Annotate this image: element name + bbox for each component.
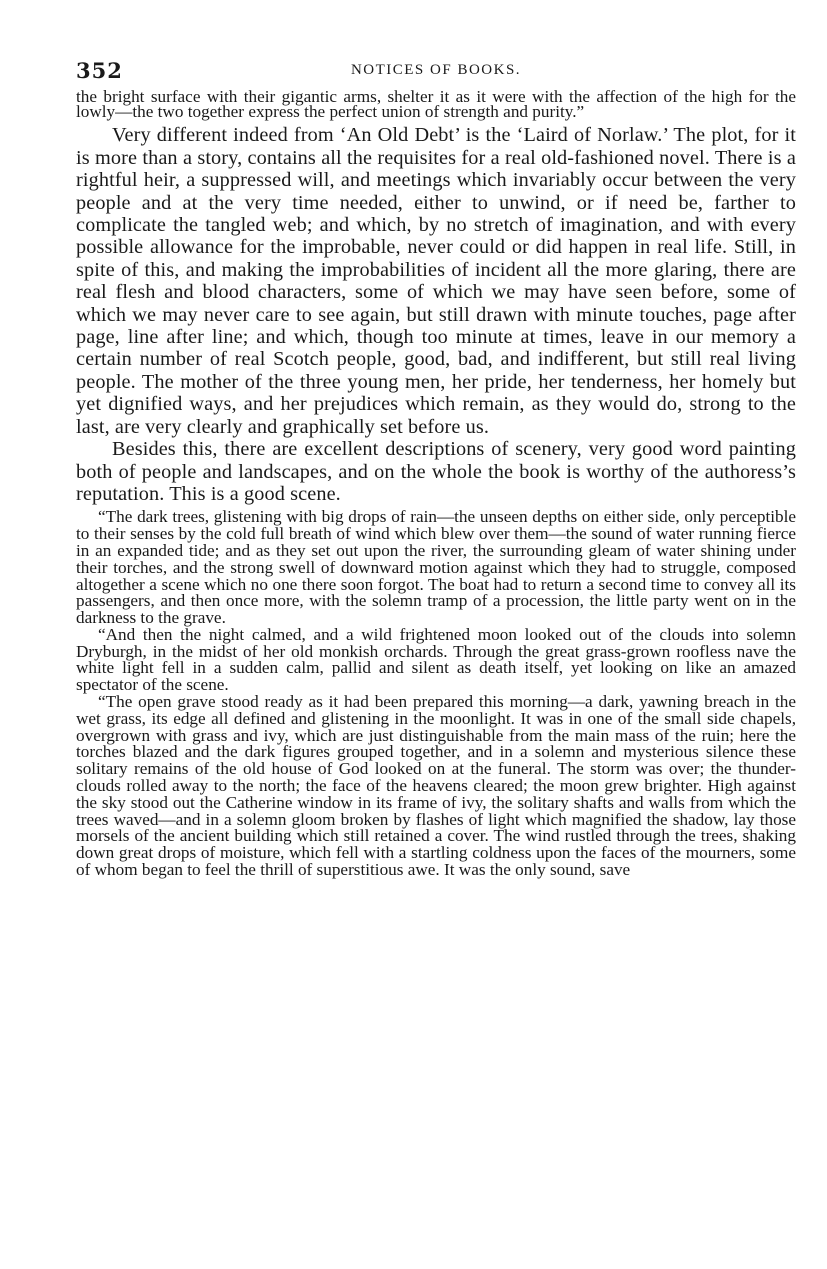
body-paragraph-besides: Besides this, there are excellent descriptions of scenery, very good word painting both of people and landscapes, and on the whole the book is worthy of the authoress’s reputation. This is a good scene.: [76, 438, 796, 505]
page-header: [76, 58, 796, 88]
intro-paragraph: the bright surface with their gigantic arms, shelter it as it were with the affection of the high for the lowly—the two together express the perfect union of strength and purity.”: [76, 87, 796, 122]
body-paragraph-laird: Very different indeed from ‘An Old Debt’ is the ‘Laird of Norlaw.’ The plot, for it is more than a story, contains all the requisites for a real old-fashioned novel. There is a rightful heir, a suppressed will, and meetings which invariably occur between the very people and at the very time needed, either to unwind, or if need be, farther to complicate the tangled web; and which, by no stretch of imagination, and with every possible allowance for the improbable, never could or did happen in real life. Still, in spite of this, and making the improbabilities of incident all the more glaring, there are real flesh and blood characters, some of which we may have seen before, some of which we may never care to see again, but still drawn with minute touches, page after page, line after line; and which, though too minute at times, leave in our memory a certain number of real Scotch people, good, bad, and indifferent, but still real living people. The mother of the three young men, her pride, her tenderness, her homely but yet dignified ways, and her prejudices which remain, as they would do, strong to the last, are very clearly and graphically set before us.: [76, 124, 796, 438]
quote-paragraph-dark-trees: “The dark trees, glistening with big drops of rain—the unseen depths on either side, only perceptible to their senses by the cold full breath of wind which blew over them—the sound of water running fierce in an expanded tide; and as they set out upon the river, the surrounding gleam of water shining under their torches, and the strong swell of downward motion against which they had to struggle, composed altogether a scene which no one there soon forgot. The boat had to return a second time to convey all its passengers, and then once more, with the solemn tramp of a procession, the little party went on in the darkness to the grave.: [76, 507, 796, 628]
page-number: 352: [76, 58, 123, 83]
quote-paragraph-night-calmed: “And then the night calmed, and a wild frightened moon looked out of the clouds into solemn Dryburgh, in the midst of her old monkish orchards. Through the great grass-grown roofless nave the white light fell in a sudden calm, pallid and silent as death itself, yet looking on like an amazed spectator of the scene.: [76, 624, 796, 695]
running-title: NOTICES OF BOOKS.: [350, 62, 522, 78]
book-page: [76, 58, 796, 879]
quote-paragraph-open-grave: “The open grave stood ready as it had been prepared this morning—a dark, yawning breach in the wet grass, its edge all defined and glistening in the moonlight. It was in one of the small side chapels, overgrown with grass and ivy, which are just distinguishable from the main mass of the ruin; here the torches blazed and the dark figures grouped together, and in a solemn and mysterious silence these solitary remains of the old house of God looked on at the funeral. The storm was over; the thunder-clouds rolled away to the north; the face of the heavens cleared; the moon grew brighter. High against the sky stood out the Catherine window in its frame of ivy, the solitary shafts and walls from which the trees waved—and in a solemn gloom broken by flashes of light which magnified the shadow, lay those morsels of the ancient building which still retained a cover. The wind rustled through the trees, shaking down great drops of moisture, which fell with a startling coldness upon the faces of the mourners, some of whom began to feel the thrill of superstitious awe. It was the only sound, save: [76, 692, 796, 880]
